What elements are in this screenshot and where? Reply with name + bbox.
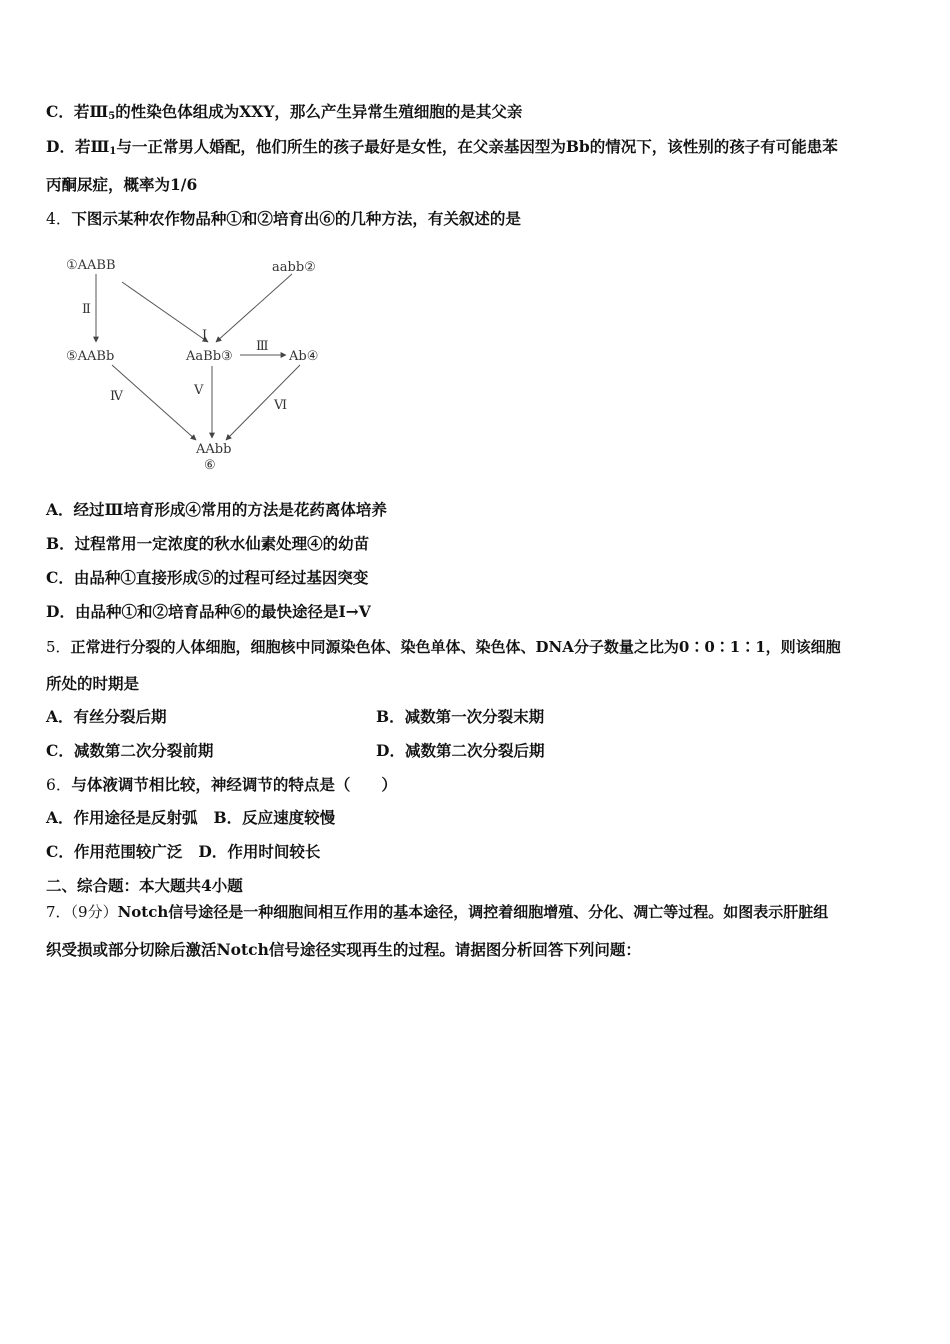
q5-stem: 5．正常进行分裂的人体细胞，细胞核中同源染色体、染色单体、染色体、DNA分子数量之比为0∶0∶1∶1，则该细胞 xyxy=(46,638,841,656)
q4-option-d: D．由品种①和②培育品种⑥的最快途径是Ⅰ→Ⅴ xyxy=(46,602,371,621)
q3-option-d-continued: 丙酮尿症，概率为1/6 xyxy=(46,175,198,194)
node-2-aabb: aabb② xyxy=(272,260,316,275)
q6-options-row-1 xyxy=(46,808,335,828)
q5-option-d: D．减数第二次分裂后期 xyxy=(376,741,545,760)
arrow-1-to-3 xyxy=(122,282,208,342)
breeding-diagram xyxy=(60,250,350,475)
q6-options-row-2 xyxy=(46,842,320,862)
q5-options-row-1 xyxy=(46,707,566,727)
node-4-Ab: Ab④ xyxy=(289,349,319,364)
q5-option-a: A．有丝分裂后期 xyxy=(46,707,167,726)
q5-option-c: C．减数第二次分裂前期 xyxy=(46,741,214,760)
q6-stem: 6．与体液调节相比较，神经调节的特点是（ ） xyxy=(46,775,397,794)
q6-option-d: D．作用时间较长 xyxy=(198,842,321,861)
q6-option-a: A．作用途径是反射弧 xyxy=(46,808,198,827)
q5-option-b: B．减数第一次分裂末期 xyxy=(376,707,545,726)
q7-stem-continued: 织受损或部分切除后激活Notch信号途径实现再生的过程。请据图分析回答下列问题： xyxy=(46,940,641,959)
q4-option-b: B．过程常用一定浓度的秋水仙素处理④的幼苗 xyxy=(46,534,370,553)
node-6-AAbb: AAbb xyxy=(196,442,232,457)
q3-option-d: D．若$Ⅲ_1$与一正常男人婚配，他们所生的孩子最好是女性，在父亲基因型为Bb的情况下，该性别的孩子有可能患苯 xyxy=(46,137,838,157)
q6-option-b: B．反应速度较慢 xyxy=(213,808,336,827)
q4-stem: 4．下图示某种农作物品种①和②培育出⑥的几种方法，有关叙述的是 xyxy=(46,209,521,228)
step-VI-label: Ⅵ xyxy=(274,398,288,413)
node-1-AABB: ①AABB xyxy=(66,258,116,273)
step-III-label: Ⅲ xyxy=(256,339,269,354)
q4-option-a: A．经过Ⅲ培育形成④常用的方法是花药离体培养 xyxy=(46,500,387,519)
step-II-label: Ⅱ xyxy=(82,302,91,317)
q6-option-c: C．作用范围较广泛 xyxy=(46,842,183,861)
q7-stem: 7．（9分）Notch信号途径是一种细胞间相互作用的基本途径，调控着细胞增殖、分化、凋亡等过程。如图表示肝脏组 xyxy=(46,903,829,921)
q4-option-c: C．由品种①直接形成⑤的过程可经过基因突变 xyxy=(46,568,369,587)
node-5-AABb: ⑤AABb xyxy=(66,349,115,364)
q3-option-c: C．若$Ⅲ_5$的性染色体组成为XXY，那么产生异常生殖细胞的是其父亲 xyxy=(46,102,523,122)
step-IV-label: Ⅳ xyxy=(110,389,123,404)
arrow-5-to-6 xyxy=(112,365,196,440)
section-2-title: 二、综合题：本大题共4小题 xyxy=(46,876,243,895)
arrow-2-to-3 xyxy=(216,274,292,342)
q5-options-row-2 xyxy=(46,741,566,761)
step-V-label: Ⅴ xyxy=(194,383,204,398)
step-I-label: Ⅰ xyxy=(202,328,208,343)
q5-stem-continued: 所处的时期是 xyxy=(46,674,140,693)
node-3-AaBb: AaBb③ xyxy=(186,349,233,364)
node-6-circle: ⑥ xyxy=(204,458,216,473)
arrow-4-to-6 xyxy=(226,365,300,440)
